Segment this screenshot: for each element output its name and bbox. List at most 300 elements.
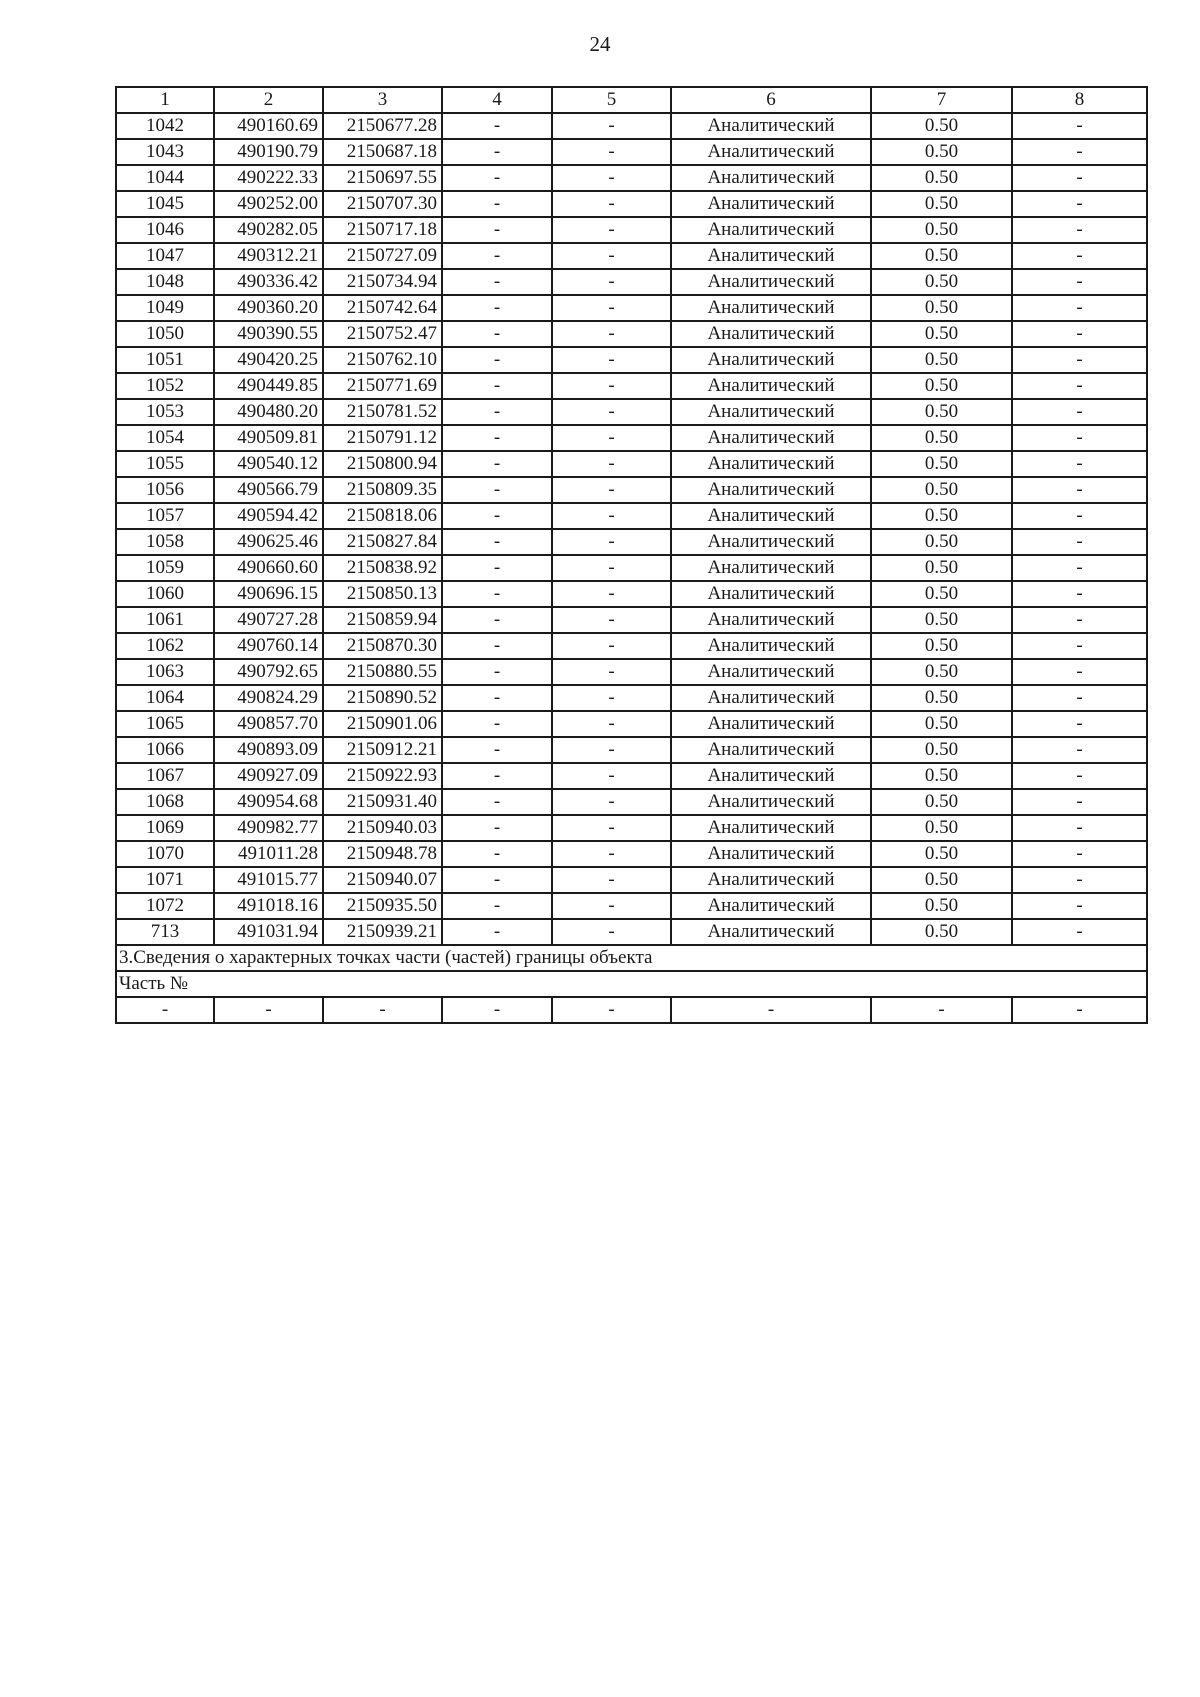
table-cell: - bbox=[1012, 139, 1147, 165]
table-row bbox=[116, 503, 1147, 529]
table-cell: 2150940.03 bbox=[323, 815, 442, 841]
table-cell: 1059 bbox=[116, 555, 214, 581]
table-cell: - bbox=[871, 997, 1012, 1023]
table-body bbox=[116, 87, 1147, 1023]
table-cell: 2150922.93 bbox=[323, 763, 442, 789]
table-cell: 2150717.18 bbox=[323, 217, 442, 243]
table-cell: 490336.42 bbox=[214, 269, 323, 295]
table-cell: Аналитический bbox=[671, 893, 871, 919]
table-cell: 1056 bbox=[116, 477, 214, 503]
page-number: 24 bbox=[589, 32, 611, 56]
table-cell: 2150800.94 bbox=[323, 451, 442, 477]
table-row bbox=[116, 451, 1147, 477]
table-cell: 490982.77 bbox=[214, 815, 323, 841]
table-cell: Аналитический bbox=[671, 607, 871, 633]
table-cell: - bbox=[442, 789, 552, 815]
table-cell: - bbox=[442, 919, 552, 945]
table-cell: - bbox=[442, 633, 552, 659]
table-row bbox=[116, 841, 1147, 867]
table-row bbox=[116, 633, 1147, 659]
table-cell: Аналитический bbox=[671, 659, 871, 685]
table-cell: 1046 bbox=[116, 217, 214, 243]
table-cell: - bbox=[442, 685, 552, 711]
table-cell: 490160.69 bbox=[214, 113, 323, 139]
table-cell: 2150931.40 bbox=[323, 789, 442, 815]
table-cell: 490625.46 bbox=[214, 529, 323, 555]
table-cell: - bbox=[1012, 867, 1147, 893]
table-cell: 490857.70 bbox=[214, 711, 323, 737]
table-cell: 1064 bbox=[116, 685, 214, 711]
table-cell: - bbox=[442, 581, 552, 607]
table-cell: 490660.60 bbox=[214, 555, 323, 581]
table-row bbox=[116, 659, 1147, 685]
table-cell: 1052 bbox=[116, 373, 214, 399]
table-cell: 0.50 bbox=[871, 243, 1012, 269]
table-cell: 490509.81 bbox=[214, 425, 323, 451]
table-cell: 0.50 bbox=[871, 503, 1012, 529]
table-cell: 490540.12 bbox=[214, 451, 323, 477]
table-cell: Аналитический bbox=[671, 763, 871, 789]
table-cell: - bbox=[442, 243, 552, 269]
table-cell: Аналитический bbox=[671, 321, 871, 347]
table-cell: - bbox=[1012, 113, 1147, 139]
table-cell: - bbox=[552, 529, 671, 555]
table-cell: - bbox=[442, 997, 552, 1023]
table-cell: Аналитический bbox=[671, 841, 871, 867]
table-cell: 2150697.55 bbox=[323, 165, 442, 191]
table-cell: 2150838.92 bbox=[323, 555, 442, 581]
table-cell: - bbox=[552, 425, 671, 451]
table-cell: - bbox=[552, 295, 671, 321]
table-cell: - bbox=[552, 321, 671, 347]
table-row bbox=[116, 893, 1147, 919]
table-cell: - bbox=[442, 555, 552, 581]
table-cell: - bbox=[442, 607, 552, 633]
table-row bbox=[116, 165, 1147, 191]
table-cell: - bbox=[1012, 711, 1147, 737]
table-row bbox=[116, 321, 1147, 347]
table-cell: Аналитический bbox=[671, 139, 871, 165]
table-cell: 0.50 bbox=[871, 581, 1012, 607]
table-cell: - bbox=[1012, 763, 1147, 789]
table-cell: - bbox=[442, 477, 552, 503]
table-row bbox=[116, 581, 1147, 607]
table-cell: - bbox=[1012, 633, 1147, 659]
table-row bbox=[116, 737, 1147, 763]
column-header: 2 bbox=[214, 87, 323, 113]
table-cell: 2150935.50 bbox=[323, 893, 442, 919]
column-header: 4 bbox=[442, 87, 552, 113]
table-cell: - bbox=[1012, 503, 1147, 529]
table-cell: - bbox=[442, 893, 552, 919]
header-row bbox=[116, 87, 1147, 113]
table-cell: - bbox=[552, 451, 671, 477]
table-cell: 0.50 bbox=[871, 893, 1012, 919]
part-label: Часть № bbox=[116, 971, 1147, 997]
table-cell: - bbox=[442, 373, 552, 399]
table-cell: 2150859.94 bbox=[323, 607, 442, 633]
boundary-points-table bbox=[115, 86, 1148, 1024]
table-cell: 490927.09 bbox=[214, 763, 323, 789]
table-cell: 0.50 bbox=[871, 737, 1012, 763]
table-cell: 1042 bbox=[116, 113, 214, 139]
table-cell: - bbox=[552, 503, 671, 529]
table-cell: Аналитический bbox=[671, 919, 871, 945]
column-header: 5 bbox=[552, 87, 671, 113]
table-cell: 1061 bbox=[116, 607, 214, 633]
table-cell: - bbox=[1012, 919, 1147, 945]
table-cell: 1072 bbox=[116, 893, 214, 919]
column-header: 1 bbox=[116, 87, 214, 113]
table-cell: - bbox=[1012, 737, 1147, 763]
table-cell: 0.50 bbox=[871, 555, 1012, 581]
table-cell: Аналитический bbox=[671, 555, 871, 581]
table-cell: 0.50 bbox=[871, 399, 1012, 425]
table-cell: 2150707.30 bbox=[323, 191, 442, 217]
table-cell: 0.50 bbox=[871, 347, 1012, 373]
table-cell: 1067 bbox=[116, 763, 214, 789]
table-cell: - bbox=[1012, 217, 1147, 243]
table-cell: Аналитический bbox=[671, 711, 871, 737]
table-cell: - bbox=[1012, 529, 1147, 555]
table-cell: - bbox=[442, 867, 552, 893]
table-cell: 490190.79 bbox=[214, 139, 323, 165]
table-cell: 0.50 bbox=[871, 269, 1012, 295]
table-cell: 0.50 bbox=[871, 867, 1012, 893]
table-cell: - bbox=[552, 191, 671, 217]
table-cell: 1051 bbox=[116, 347, 214, 373]
table-cell: 490312.21 bbox=[214, 243, 323, 269]
table-cell: 490727.28 bbox=[214, 607, 323, 633]
table-row bbox=[116, 139, 1147, 165]
table-cell: 2150912.21 bbox=[323, 737, 442, 763]
table-cell: 491015.77 bbox=[214, 867, 323, 893]
table-cell: - bbox=[442, 347, 552, 373]
table-cell: - bbox=[1012, 399, 1147, 425]
table-cell: 1068 bbox=[116, 789, 214, 815]
table-row bbox=[116, 919, 1147, 945]
table-cell: - bbox=[442, 321, 552, 347]
table-cell: 1049 bbox=[116, 295, 214, 321]
table-cell: - bbox=[442, 191, 552, 217]
table-cell: - bbox=[552, 789, 671, 815]
table-cell: 1053 bbox=[116, 399, 214, 425]
table-cell: 0.50 bbox=[871, 191, 1012, 217]
table-row bbox=[116, 477, 1147, 503]
table-row bbox=[116, 373, 1147, 399]
table-cell: - bbox=[552, 581, 671, 607]
table-cell: 1044 bbox=[116, 165, 214, 191]
table-cell: 2150727.09 bbox=[323, 243, 442, 269]
table-cell: Аналитический bbox=[671, 425, 871, 451]
table-cell: 0.50 bbox=[871, 607, 1012, 633]
table-cell: - bbox=[552, 711, 671, 737]
table-row bbox=[116, 347, 1147, 373]
table-cell: 0.50 bbox=[871, 373, 1012, 399]
table-cell: 0.50 bbox=[871, 321, 1012, 347]
table-row bbox=[116, 217, 1147, 243]
table-cell: - bbox=[1012, 165, 1147, 191]
table-cell: - bbox=[1012, 659, 1147, 685]
table-row bbox=[116, 789, 1147, 815]
table-cell: - bbox=[442, 503, 552, 529]
table-cell: 0.50 bbox=[871, 841, 1012, 867]
table-cell: - bbox=[552, 269, 671, 295]
table-cell: 2150890.52 bbox=[323, 685, 442, 711]
table-cell: 1055 bbox=[116, 451, 214, 477]
table-row bbox=[116, 607, 1147, 633]
table-cell: Аналитический bbox=[671, 113, 871, 139]
table-cell: 1062 bbox=[116, 633, 214, 659]
table-cell: Аналитический bbox=[671, 451, 871, 477]
table-cell: - bbox=[552, 841, 671, 867]
table-cell: - bbox=[552, 217, 671, 243]
table-cell: 0.50 bbox=[871, 477, 1012, 503]
table-cell: 490282.05 bbox=[214, 217, 323, 243]
table-cell: 2150940.07 bbox=[323, 867, 442, 893]
table-cell: - bbox=[1012, 841, 1147, 867]
table-cell: Аналитический bbox=[671, 269, 871, 295]
table-cell: - bbox=[442, 529, 552, 555]
table-cell: Аналитический bbox=[671, 165, 871, 191]
table-row bbox=[116, 763, 1147, 789]
table-cell: - bbox=[1012, 321, 1147, 347]
table-cell: - bbox=[1012, 581, 1147, 607]
table-cell: Аналитический bbox=[671, 581, 871, 607]
table-cell: 1063 bbox=[116, 659, 214, 685]
table-cell: 2150762.10 bbox=[323, 347, 442, 373]
table-cell: 490954.68 bbox=[214, 789, 323, 815]
table-cell: 1043 bbox=[116, 139, 214, 165]
table-cell: - bbox=[552, 139, 671, 165]
table-cell: Аналитический bbox=[671, 243, 871, 269]
table-cell: 2150742.64 bbox=[323, 295, 442, 321]
table-cell: - bbox=[442, 815, 552, 841]
table-cell: - bbox=[552, 165, 671, 191]
table-cell: 0.50 bbox=[871, 685, 1012, 711]
table-cell: - bbox=[1012, 607, 1147, 633]
table-cell: 1045 bbox=[116, 191, 214, 217]
table-cell: Аналитический bbox=[671, 815, 871, 841]
table-cell: 0.50 bbox=[871, 815, 1012, 841]
table-cell: 2150827.84 bbox=[323, 529, 442, 555]
table-cell: Аналитический bbox=[671, 737, 871, 763]
table-cell: - bbox=[1012, 373, 1147, 399]
table-cell: - bbox=[552, 477, 671, 503]
table-cell: - bbox=[1012, 997, 1147, 1023]
table-cell: 491011.28 bbox=[214, 841, 323, 867]
table-cell: - bbox=[442, 295, 552, 321]
table-cell: 1048 bbox=[116, 269, 214, 295]
table-cell: - bbox=[1012, 269, 1147, 295]
table-cell: - bbox=[1012, 685, 1147, 711]
table-cell: 2150771.69 bbox=[323, 373, 442, 399]
table-cell: 0.50 bbox=[871, 529, 1012, 555]
table-cell: - bbox=[442, 139, 552, 165]
table-cell: - bbox=[1012, 815, 1147, 841]
table-cell: 0.50 bbox=[871, 789, 1012, 815]
table-cell: 0.50 bbox=[871, 217, 1012, 243]
table-cell: 491018.16 bbox=[214, 893, 323, 919]
table-cell: - bbox=[552, 399, 671, 425]
table-cell: 2150850.13 bbox=[323, 581, 442, 607]
table-row bbox=[116, 191, 1147, 217]
table-cell: Аналитический bbox=[671, 295, 871, 321]
table-cell: 0.50 bbox=[871, 295, 1012, 321]
table-cell: 490824.29 bbox=[214, 685, 323, 711]
table-cell: - bbox=[1012, 191, 1147, 217]
table-cell: - bbox=[323, 997, 442, 1023]
table-cell: 490252.00 bbox=[214, 191, 323, 217]
table-cell: 0.50 bbox=[871, 451, 1012, 477]
table-cell: - bbox=[442, 425, 552, 451]
table-cell: 1071 bbox=[116, 867, 214, 893]
table-cell: Аналитический bbox=[671, 503, 871, 529]
table-cell: - bbox=[1012, 555, 1147, 581]
table-cell: 0.50 bbox=[871, 919, 1012, 945]
table-cell: 490360.20 bbox=[214, 295, 323, 321]
table-cell: - bbox=[1012, 477, 1147, 503]
table-cell: 2150687.18 bbox=[323, 139, 442, 165]
table-cell: - bbox=[671, 997, 871, 1023]
table-cell: - bbox=[552, 997, 671, 1023]
table-cell: 2150677.28 bbox=[323, 113, 442, 139]
table-cell: - bbox=[552, 347, 671, 373]
table-cell: 0.50 bbox=[871, 113, 1012, 139]
table-row bbox=[116, 685, 1147, 711]
table-cell: - bbox=[552, 867, 671, 893]
table-cell: - bbox=[552, 659, 671, 685]
table-row bbox=[116, 269, 1147, 295]
column-header: 3 bbox=[323, 87, 442, 113]
table-cell: Аналитический bbox=[671, 217, 871, 243]
table-cell: Аналитический bbox=[671, 399, 871, 425]
table-cell: - bbox=[1012, 789, 1147, 815]
table-cell: 0.50 bbox=[871, 425, 1012, 451]
table-cell: - bbox=[442, 217, 552, 243]
table-cell: 0.50 bbox=[871, 165, 1012, 191]
table-row bbox=[116, 243, 1147, 269]
table-row bbox=[116, 295, 1147, 321]
table-cell: 1054 bbox=[116, 425, 214, 451]
table-cell: - bbox=[442, 737, 552, 763]
table-cell: 2150791.12 bbox=[323, 425, 442, 451]
table-cell: 0.50 bbox=[871, 659, 1012, 685]
table-cell: 1065 bbox=[116, 711, 214, 737]
table-cell: - bbox=[552, 373, 671, 399]
table-cell: - bbox=[442, 451, 552, 477]
table-cell: 1060 bbox=[116, 581, 214, 607]
table-row bbox=[116, 425, 1147, 451]
table-cell: - bbox=[442, 659, 552, 685]
table-cell: 0.50 bbox=[871, 633, 1012, 659]
table-cell: 2150880.55 bbox=[323, 659, 442, 685]
table-row bbox=[116, 113, 1147, 139]
table-cell: - bbox=[552, 685, 671, 711]
table-cell: Аналитический bbox=[671, 191, 871, 217]
table-cell: 1069 bbox=[116, 815, 214, 841]
table-cell: 1070 bbox=[116, 841, 214, 867]
table-cell: - bbox=[214, 997, 323, 1023]
table-cell: - bbox=[1012, 425, 1147, 451]
part-row bbox=[116, 971, 1147, 997]
table-cell: - bbox=[552, 555, 671, 581]
table-row bbox=[116, 815, 1147, 841]
table-cell: 1057 bbox=[116, 503, 214, 529]
table-cell: 2150870.30 bbox=[323, 633, 442, 659]
table-row bbox=[116, 711, 1147, 737]
empty-row bbox=[116, 997, 1147, 1023]
table-cell: 2150901.06 bbox=[323, 711, 442, 737]
table-cell: 0.50 bbox=[871, 763, 1012, 789]
table-cell: - bbox=[1012, 295, 1147, 321]
table-cell: - bbox=[1012, 347, 1147, 373]
table-cell: 2150734.94 bbox=[323, 269, 442, 295]
table-cell: Аналитический bbox=[671, 347, 871, 373]
table-cell: 0.50 bbox=[871, 139, 1012, 165]
table-cell: 490594.42 bbox=[214, 503, 323, 529]
table-cell: - bbox=[442, 763, 552, 789]
table-row bbox=[116, 867, 1147, 893]
table-cell: Аналитический bbox=[671, 633, 871, 659]
table-cell: - bbox=[442, 399, 552, 425]
table-cell: Аналитический bbox=[671, 789, 871, 815]
table-cell: 1047 bbox=[116, 243, 214, 269]
column-header: 6 bbox=[671, 87, 871, 113]
table-cell: Аналитический bbox=[671, 867, 871, 893]
table-cell: - bbox=[1012, 893, 1147, 919]
column-header: 8 bbox=[1012, 87, 1147, 113]
table-cell: - bbox=[552, 113, 671, 139]
table-cell: 490480.20 bbox=[214, 399, 323, 425]
section-row bbox=[116, 945, 1147, 971]
table-cell: 713 bbox=[116, 919, 214, 945]
table-cell: - bbox=[1012, 451, 1147, 477]
table-cell: Аналитический bbox=[671, 529, 871, 555]
table-cell: 491031.94 bbox=[214, 919, 323, 945]
table-cell: 490696.15 bbox=[214, 581, 323, 607]
table-cell: Аналитический bbox=[671, 477, 871, 503]
table-cell: 2150781.52 bbox=[323, 399, 442, 425]
table-cell: - bbox=[552, 763, 671, 789]
table-cell: 490449.85 bbox=[214, 373, 323, 399]
table-cell: 490792.65 bbox=[214, 659, 323, 685]
table-cell: - bbox=[442, 165, 552, 191]
table-cell: Аналитический bbox=[671, 373, 871, 399]
section-title: 3.Сведения о характерных точках части (частей) границы объекта bbox=[116, 945, 1147, 971]
table-cell: - bbox=[442, 841, 552, 867]
table-cell: - bbox=[1012, 243, 1147, 269]
table-cell: - bbox=[442, 269, 552, 295]
table-cell: 2150948.78 bbox=[323, 841, 442, 867]
table-cell: 490222.33 bbox=[214, 165, 323, 191]
column-header: 7 bbox=[871, 87, 1012, 113]
table-cell: 490566.79 bbox=[214, 477, 323, 503]
table-cell: - bbox=[552, 607, 671, 633]
table-cell: 1050 bbox=[116, 321, 214, 347]
table-cell: 2150818.06 bbox=[323, 503, 442, 529]
table-cell: - bbox=[552, 893, 671, 919]
table-cell: 1066 bbox=[116, 737, 214, 763]
table-cell: - bbox=[442, 113, 552, 139]
table-cell: - bbox=[552, 815, 671, 841]
table-cell: - bbox=[552, 737, 671, 763]
table-cell: 2150939.21 bbox=[323, 919, 442, 945]
table-cell: 490420.25 bbox=[214, 347, 323, 373]
table-cell: Аналитический bbox=[671, 685, 871, 711]
table-cell: 1058 bbox=[116, 529, 214, 555]
table-cell: 490760.14 bbox=[214, 633, 323, 659]
